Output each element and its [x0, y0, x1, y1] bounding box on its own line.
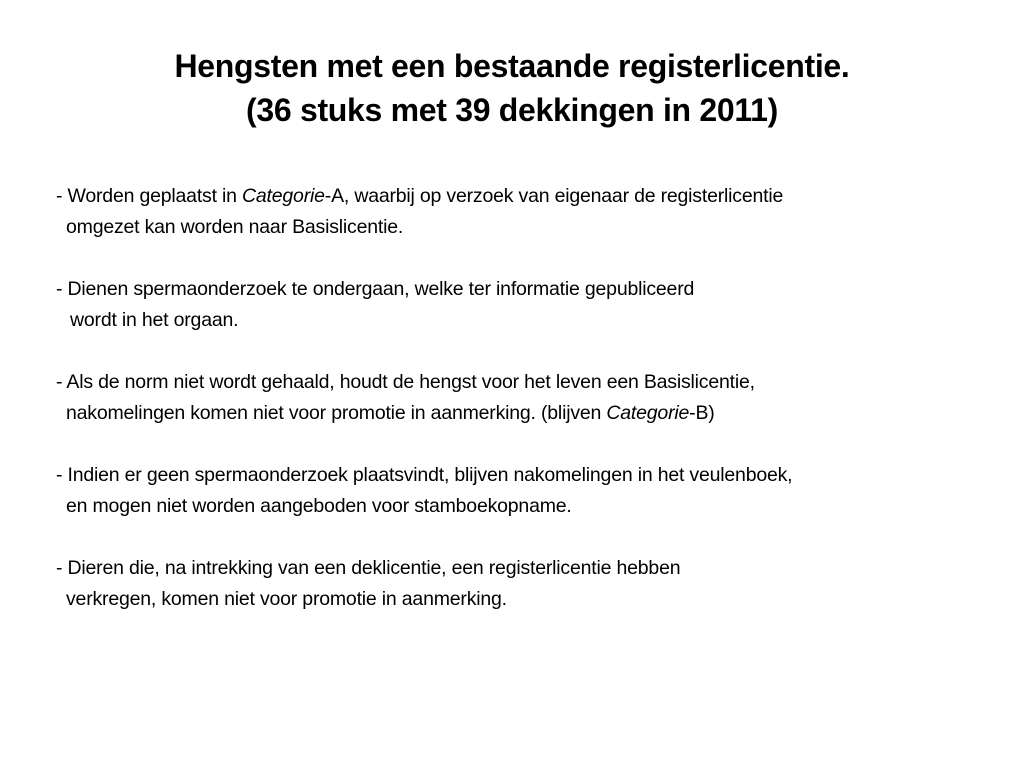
bullet-1	[56, 181, 996, 243]
bullet-3-text-a: nakomelingen komen niet voor promotie in aanmerking. (blijven	[66, 402, 607, 424]
bullet-3	[56, 367, 996, 429]
bullet-4-line-1: - Indien er geen spermaonderzoek plaatsvindt, blijven nakomelingen in het veulenboek,	[56, 464, 793, 486]
bullet-4	[56, 460, 996, 522]
bullet-3-line-1: - Als de norm niet wordt gehaald, houdt de hengst voor het leven een Basislicentie,	[56, 371, 755, 393]
title-line-2: (36 stuks met 39 dekkingen in 2011)	[246, 92, 778, 128]
title-line-1: Hengsten met een bestaande registerlicentie.	[174, 48, 850, 84]
bullet-4-line-2: en mogen niet worden aangeboden voor stamboekopname.	[66, 495, 572, 517]
bullet-3-text-b: -B)	[689, 402, 715, 424]
bullet-2-line-2: wordt in het orgaan.	[70, 309, 239, 331]
bullet-1-line-2: omgezet kan worden naar Basislicentie.	[66, 216, 404, 238]
bullet-1-italic-term: Categorie	[242, 185, 325, 207]
bullet-3-italic-term: Categorie	[606, 402, 690, 424]
bullet-5-line-1: - Dieren die, na intrekking van een deklicentie, een registerlicentie hebben	[56, 557, 681, 579]
bullet-5	[56, 553, 996, 615]
slide-title	[0, 44, 1024, 132]
bullet-2	[56, 274, 996, 336]
bullet-2-line-1: - Dienen spermaonderzoek te ondergaan, welke ter informatie gepubliceerd	[56, 278, 695, 300]
bullet-5-line-2: verkregen, komen niet voor promotie in aanmerking.	[66, 588, 507, 610]
bullet-1-text-b: -A, waarbij op verzoek van eigenaar de registerlicentie	[324, 185, 784, 207]
bullet-1-text-a: - Worden geplaatst in	[56, 185, 243, 207]
slide-body	[56, 181, 996, 646]
bullet-3-line-2	[56, 398, 996, 429]
bullet-1-line-1	[56, 181, 996, 212]
